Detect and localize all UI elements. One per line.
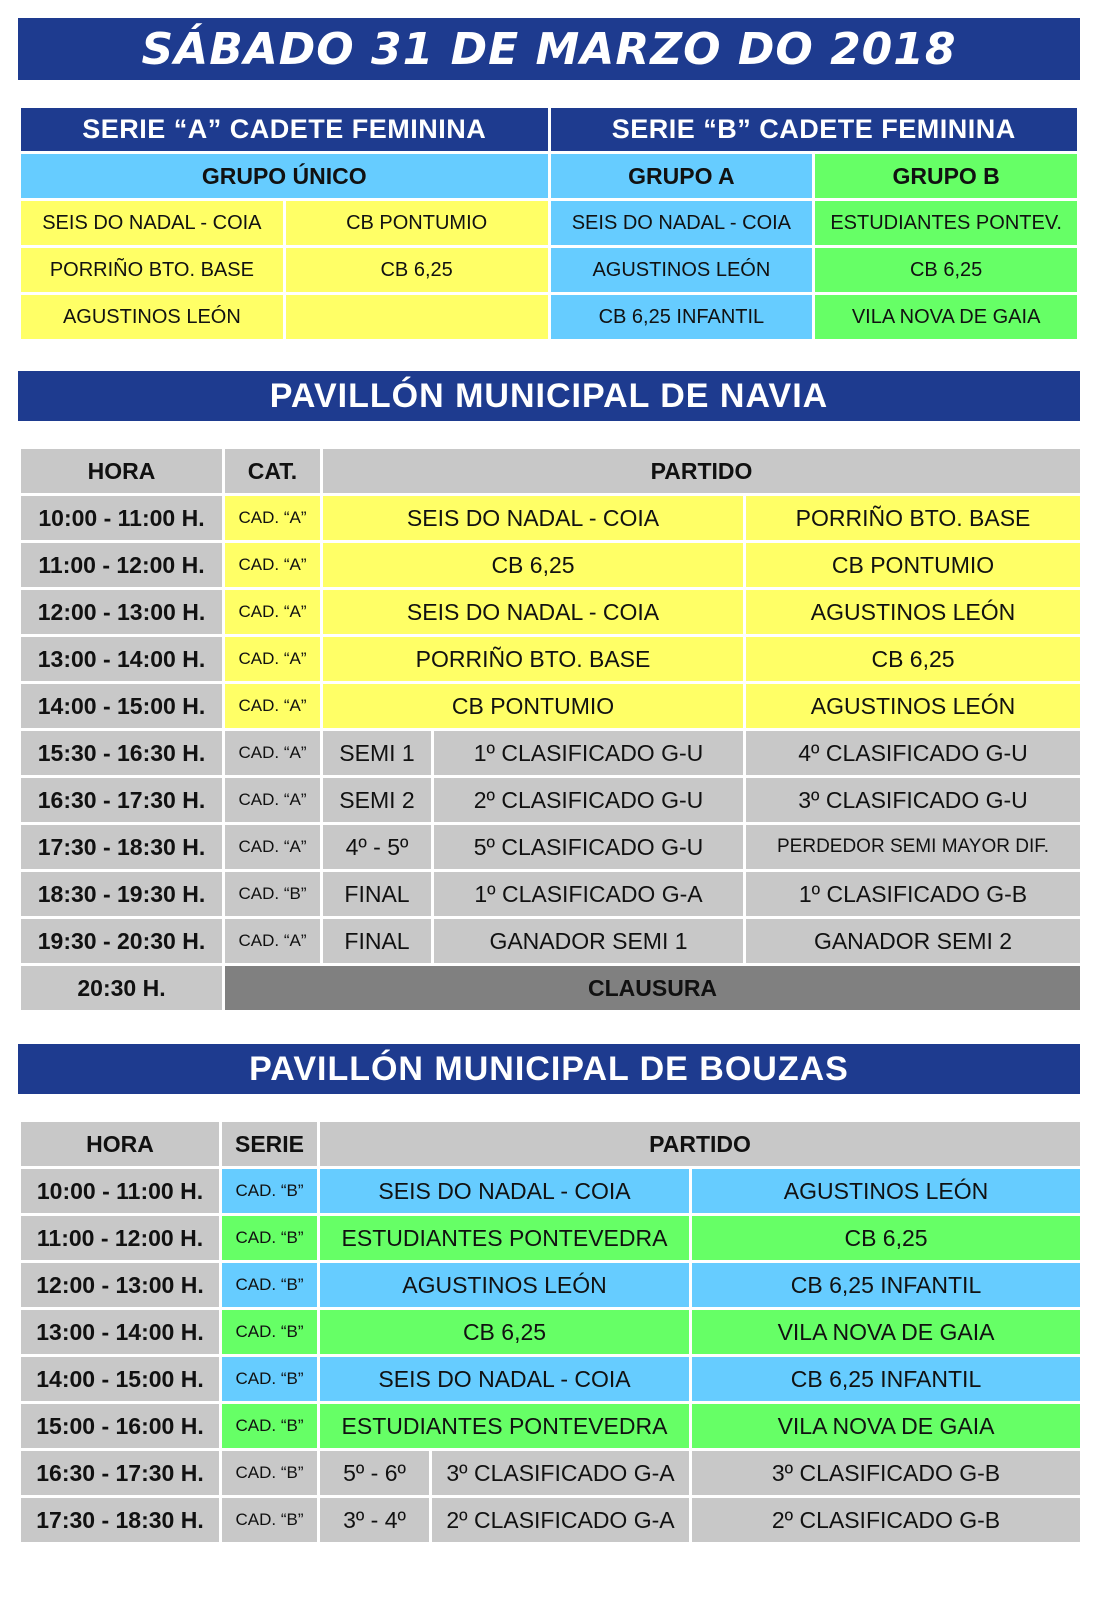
away-team: 2º CLASIFICADO G-B (691, 1497, 1082, 1544)
match-time: 15:00 - 16:00 H. (20, 1403, 221, 1450)
match-time: 16:30 - 17:30 H. (20, 1450, 221, 1497)
away-team: GANADOR SEMI 2 (745, 918, 1082, 965)
home-team: 3º CLASIFICADO G-A (431, 1450, 691, 1497)
serie-a-header: SERIE “A” CADETE FEMININA (20, 107, 550, 153)
match-time: 16:30 - 17:30 H. (20, 777, 224, 824)
serie-a-team: AGUSTINOS LEÓN (20, 294, 285, 341)
match-time: 11:00 - 12:00 H. (20, 1215, 221, 1262)
match-category: CAD. “A” (224, 589, 322, 636)
match-category: CAD. “B” (221, 1215, 319, 1262)
match-category: CAD. “A” (224, 777, 322, 824)
match-round: FINAL (322, 871, 433, 918)
serie-a-team (284, 294, 549, 341)
match-time: 13:00 - 14:00 H. (20, 1309, 221, 1356)
partido-header: PARTIDO (322, 448, 1082, 495)
away-team: PERDEDOR SEMI MAYOR DIF. (745, 824, 1082, 871)
match-time: 19:30 - 20:30 H. (20, 918, 224, 965)
match-category: CAD. “A” (224, 683, 322, 730)
away-team: CB 6,25 (691, 1215, 1082, 1262)
away-team: CB 6,25 (745, 636, 1082, 683)
away-team: PORRIÑO BTO. BASE (745, 495, 1082, 542)
match-category: CAD. “A” (224, 918, 322, 965)
home-team: 1º CLASIFICADO G-U (433, 730, 745, 777)
home-team: CB PONTUMIO (322, 683, 745, 730)
match-time: 17:30 - 18:30 H. (20, 824, 224, 871)
grupo-b-team: VILA NOVA DE GAIA (814, 294, 1079, 341)
match-time: 12:00 - 13:00 H. (20, 1262, 221, 1309)
cat-header: CAT. (224, 448, 322, 495)
home-team: PORRIÑO BTO. BASE (322, 636, 745, 683)
grupo-unico-header: GRUPO ÚNICO (20, 153, 550, 200)
home-team: 2º CLASIFICADO G-U (433, 777, 745, 824)
serie-b-header: SERIE “B” CADETE FEMININA (549, 107, 1079, 153)
grupo-a-header: GRUPO A (549, 153, 814, 200)
away-team: 1º CLASIFICADO G-B (745, 871, 1082, 918)
home-team: 2º CLASIFICADO G-A (431, 1497, 691, 1544)
away-team: CB 6,25 INFANTIL (691, 1262, 1082, 1309)
closing-time: 20:30 H. (20, 965, 224, 1012)
navia-title: PAVILLÓN MUNICIPAL DE NAVIA (18, 371, 1080, 421)
away-team: AGUSTINOS LEÓN (745, 589, 1082, 636)
match-time: 14:00 - 15:00 H. (20, 683, 224, 730)
match-time: 11:00 - 12:00 H. (20, 542, 224, 589)
match-time: 10:00 - 11:00 H. (20, 495, 224, 542)
match-round: 4º - 5º (322, 824, 433, 871)
match-category: CAD. “B” (221, 1497, 319, 1544)
match-time: 17:30 - 18:30 H. (20, 1497, 221, 1544)
home-team: CB 6,25 (319, 1309, 691, 1356)
away-team: CB PONTUMIO (745, 542, 1082, 589)
serie-header: SERIE (221, 1121, 319, 1168)
grupo-b-header: GRUPO B (814, 153, 1079, 200)
home-team: CB 6,25 (322, 542, 745, 589)
match-category: CAD. “B” (221, 1450, 319, 1497)
hora-header: HORA (20, 1121, 221, 1168)
match-category: CAD. “B” (224, 871, 322, 918)
match-round: 5º - 6º (319, 1450, 431, 1497)
away-team: 4º CLASIFICADO G-U (745, 730, 1082, 777)
away-team: VILA NOVA DE GAIA (691, 1403, 1082, 1450)
away-team: AGUSTINOS LEÓN (745, 683, 1082, 730)
match-category: CAD. “A” (224, 636, 322, 683)
match-time: 12:00 - 13:00 H. (20, 589, 224, 636)
match-category: CAD. “A” (224, 495, 322, 542)
series-table (18, 105, 1080, 342)
home-team: SEIS DO NADAL - COIA (322, 495, 745, 542)
away-team: 3º CLASIFICADO G-U (745, 777, 1082, 824)
partido-header: PARTIDO (319, 1121, 1082, 1168)
page-title: SÁBADO 31 DE MARZO DO 2018 (18, 18, 1080, 80)
away-team: AGUSTINOS LEÓN (691, 1168, 1082, 1215)
home-team: 5º CLASIFICADO G-U (433, 824, 745, 871)
closing-label: CLAUSURA (224, 965, 1082, 1012)
match-category: CAD. “B” (221, 1309, 319, 1356)
away-team: VILA NOVA DE GAIA (691, 1309, 1082, 1356)
home-team: 1º CLASIFICADO G-A (433, 871, 745, 918)
match-round: 3º - 4º (319, 1497, 431, 1544)
match-time: 18:30 - 19:30 H. (20, 871, 224, 918)
grupo-a-team: AGUSTINOS LEÓN (549, 247, 814, 294)
bouzas-title: PAVILLÓN MUNICIPAL DE BOUZAS (18, 1044, 1080, 1094)
match-time: 10:00 - 11:00 H. (20, 1168, 221, 1215)
serie-a-team: CB PONTUMIO (284, 200, 549, 247)
grupo-b-team: ESTUDIANTES PONTEV. (814, 200, 1079, 247)
navia-schedule-table (18, 446, 1083, 1013)
grupo-a-team: CB 6,25 INFANTIL (549, 294, 814, 341)
match-time: 15:30 - 16:30 H. (20, 730, 224, 777)
match-category: CAD. “A” (224, 824, 322, 871)
away-team: 3º CLASIFICADO G-B (691, 1450, 1082, 1497)
home-team: SEIS DO NADAL - COIA (319, 1168, 691, 1215)
match-round: FINAL (322, 918, 433, 965)
match-category: CAD. “B” (221, 1262, 319, 1309)
grupo-a-team: SEIS DO NADAL - COIA (549, 200, 814, 247)
match-time: 13:00 - 14:00 H. (20, 636, 224, 683)
home-team: SEIS DO NADAL - COIA (322, 589, 745, 636)
serie-a-team: CB 6,25 (284, 247, 549, 294)
match-round: SEMI 1 (322, 730, 433, 777)
home-team: ESTUDIANTES PONTEVEDRA (319, 1215, 691, 1262)
match-category: CAD. “A” (224, 730, 322, 777)
home-team: AGUSTINOS LEÓN (319, 1262, 691, 1309)
match-category: CAD. “B” (221, 1168, 319, 1215)
bouzas-schedule-table (18, 1119, 1083, 1545)
serie-a-team: SEIS DO NADAL - COIA (20, 200, 285, 247)
match-category: CAD. “A” (224, 542, 322, 589)
home-team: SEIS DO NADAL - COIA (319, 1356, 691, 1403)
grupo-b-team: CB 6,25 (814, 247, 1079, 294)
away-team: CB 6,25 INFANTIL (691, 1356, 1082, 1403)
match-round: SEMI 2 (322, 777, 433, 824)
home-team: GANADOR SEMI 1 (433, 918, 745, 965)
match-category: CAD. “B” (221, 1403, 319, 1450)
hora-header: HORA (20, 448, 224, 495)
home-team: ESTUDIANTES PONTEVEDRA (319, 1403, 691, 1450)
match-time: 14:00 - 15:00 H. (20, 1356, 221, 1403)
match-category: CAD. “B” (221, 1356, 319, 1403)
serie-a-team: PORRIÑO BTO. BASE (20, 247, 285, 294)
